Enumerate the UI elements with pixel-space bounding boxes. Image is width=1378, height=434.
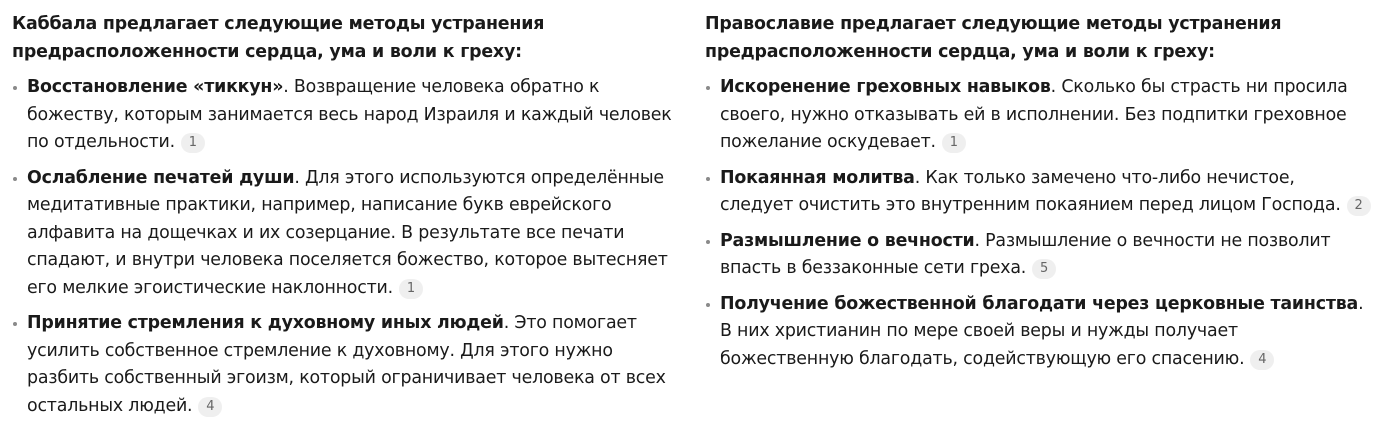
- source-reference-badge[interactable]: 1: [399, 279, 423, 299]
- method-description: . Как только замечено что-либо нечистое, следует очистить это внутренним покаянием перед лицом Господа.: [720, 167, 1341, 215]
- orthodoxy-column: [705, 10, 1373, 381]
- list-item: [705, 291, 1373, 374]
- method-description: . Размышление о вечности не позволит впасть в беззаконные сети греха.: [720, 230, 1331, 278]
- method-term: Размышление о вечности: [720, 230, 975, 251]
- method-description: . Возвращение человека обратно к божеству, которым занимается весь народ Израиля и каждый человек по отдельности.: [27, 77, 672, 152]
- method-description: . Для этого используются определённые медитативные практики, например, написание букв еврейского алфавита на дощечках и их созерцание. В результате все печати спадают, и внутри человека поселяется божество, которое вытесняет его мелкие эгоистические наклонности.: [27, 167, 668, 298]
- orthodoxy-methods-list: [705, 74, 1373, 373]
- list-item: [12, 74, 684, 157]
- kabbalah-column: [12, 10, 684, 428]
- method-term: Восстановление «тиккун»: [27, 77, 284, 97]
- list-item: [12, 165, 684, 303]
- source-reference-badge[interactable]: 1: [942, 133, 966, 153]
- source-reference-badge[interactable]: 2: [1347, 196, 1371, 216]
- method-term: Принятие стремления к духовному иных людей: [27, 313, 504, 333]
- method-description: . Это помогает усилить собственное стремление к духовному. Для этого нужно разбить собственный эгоизм, который ограничивает человека от всех остальных людей.: [27, 313, 666, 416]
- list-item: [12, 310, 684, 420]
- orthodoxy-heading: Православие предлагает следующие методы устранения предрасположенности сердца, ума и воли к греху:: [705, 14, 1282, 62]
- list-item: [705, 228, 1373, 283]
- method-term: Покаянная молитва: [720, 167, 915, 188]
- source-reference-badge[interactable]: 5: [1032, 259, 1056, 279]
- method-description: . Сколько бы страсть ни просила своего, нужно отказывать ей в исполнении. Без подпитки греховное пожелание оскудевает.: [720, 77, 1348, 152]
- method-term: Ослабление печатей души: [27, 167, 295, 188]
- method-term: Получение божественной благодати через церковные таинства: [720, 293, 1359, 314]
- kabbalah-heading: Каббала предлагает следующие методы устранения предрасположенности сердца, ума и воли к греху:: [12, 14, 545, 62]
- source-reference-badge[interactable]: 1: [181, 133, 205, 153]
- kabbalah-methods-list: [12, 74, 684, 420]
- method-term: Искоренение греховных навыков: [720, 77, 1051, 97]
- list-item: [705, 165, 1373, 220]
- method-description: . В них христианин по мере своей веры и нужды получает божественную благодать, содействующую его спасению.: [720, 293, 1364, 369]
- source-reference-badge[interactable]: 4: [1250, 350, 1274, 370]
- list-item: [705, 74, 1373, 157]
- source-reference-badge[interactable]: 4: [198, 397, 222, 417]
